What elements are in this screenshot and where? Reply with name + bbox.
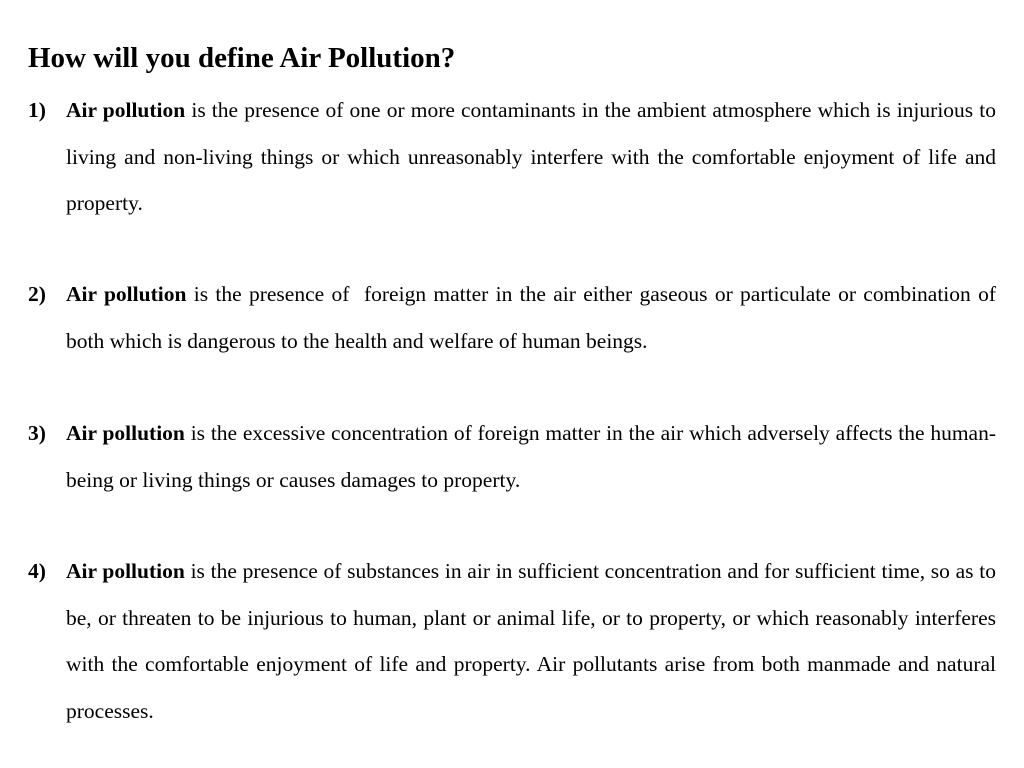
definition-term: Air pollution [66,559,185,583]
definition-term: Air pollution [66,421,185,445]
definition-number: 4) [28,559,46,583]
definition-item-2 [28,271,1002,364]
definition-number: 3) [28,421,46,445]
definition-text [66,271,1002,364]
definition-text [66,548,996,734]
definition-item-3 [28,410,996,503]
definition-text [66,410,996,503]
definition-description: is the presence of one or more contaminants in the ambient atmosphere which is injurious to living and non-living things or which unreasonably interfere with the comfortable enjoyment of life and property. [66,98,996,215]
page-title: How will you define Air Pollution? [28,42,456,74]
definition-number: 1) [28,98,46,122]
definition-term: Air pollution [66,98,186,122]
definition-description: is the presence of foreign matter in the air either gaseous or particulate or combination of both which is dangerous to the health and welfare of human beings. [66,282,1002,353]
definition-text [66,87,996,227]
definition-description: is the presence of substances in air in sufficient concentration and for sufficient time, so as to be, or threaten to be injurious to human, plant or animal life, or to property, or which reasonably interferes with the comfortable enjoyment of life and property. Air pollutants arise from both manmade and natural processes. [66,559,996,723]
definition-description: is the excessive concentration of foreign matter in the air which adversely affects the human-being or living things or causes damages to property. [66,421,997,492]
definition-item-1 [28,87,996,227]
definition-number: 2) [28,282,46,306]
definition-item-4 [28,548,996,734]
definition-term: Air pollution [66,282,187,306]
